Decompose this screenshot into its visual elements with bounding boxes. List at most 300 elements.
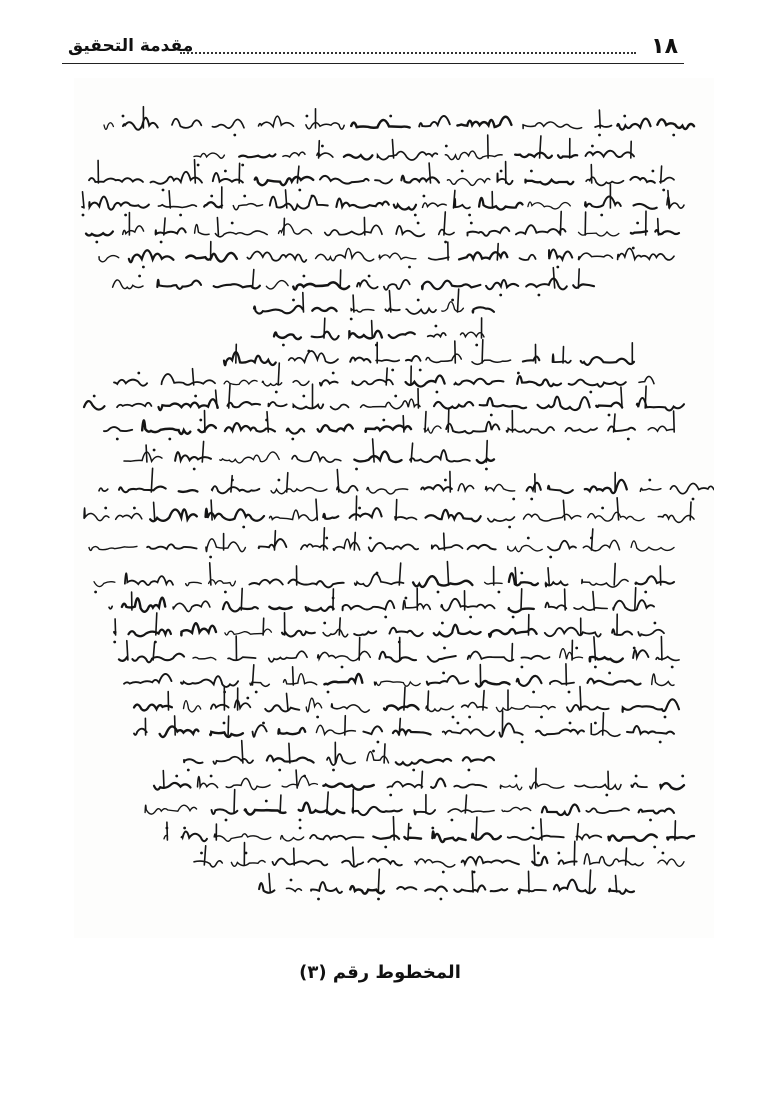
handwriting-dot xyxy=(302,395,305,398)
handwriting-stroke xyxy=(353,847,354,865)
handwriting-stroke xyxy=(434,625,481,637)
handwriting-dot xyxy=(94,591,97,594)
handwriting-dot xyxy=(530,170,533,173)
handwriting-stroke xyxy=(173,601,210,611)
handwriting-stroke xyxy=(228,657,256,660)
handwriting-stroke xyxy=(292,452,341,462)
handwriting-stroke xyxy=(289,351,338,363)
handwriting-stroke xyxy=(202,441,203,462)
handwriting-stroke xyxy=(156,613,157,635)
handwriting-dot xyxy=(601,507,604,510)
handwriting-stroke xyxy=(363,726,382,734)
handwriting-stroke xyxy=(534,845,535,865)
handwriting-stroke xyxy=(661,637,662,661)
handwriting-stroke xyxy=(444,533,445,550)
handwriting-dot xyxy=(644,591,647,594)
handwriting-dot xyxy=(384,846,387,849)
manuscript-line xyxy=(124,439,494,471)
handwriting-dot xyxy=(394,395,397,398)
handwriting-stroke xyxy=(639,376,654,383)
handwriting-stroke xyxy=(289,743,290,763)
handwriting-stroke xyxy=(198,777,218,788)
handwriting-stroke xyxy=(186,582,202,585)
handwriting-stroke xyxy=(327,792,328,813)
handwriting-stroke xyxy=(384,744,385,763)
handwriting-stroke xyxy=(119,657,127,661)
handwriting-stroke xyxy=(310,835,363,840)
handwriting-stroke xyxy=(421,485,452,490)
handwriting-dot xyxy=(659,741,662,744)
handwriting-dot xyxy=(122,115,125,118)
handwriting-stroke xyxy=(612,629,632,635)
handwriting-stroke xyxy=(468,545,496,550)
handwriting-dot xyxy=(194,395,197,398)
handwriting-stroke xyxy=(316,725,355,734)
handwriting-stroke xyxy=(145,805,197,814)
handwriting-stroke xyxy=(160,726,199,737)
handwriting-stroke xyxy=(344,155,373,160)
handwriting-stroke xyxy=(565,428,597,432)
handwriting-stroke xyxy=(588,679,641,685)
handwriting-stroke xyxy=(284,674,317,685)
handwriting-stroke xyxy=(515,153,552,158)
handwriting-dot xyxy=(412,769,415,772)
handwriting-stroke xyxy=(413,576,472,587)
handwriting-dot xyxy=(594,666,597,669)
handwriting-stroke xyxy=(354,532,355,550)
manuscript-line xyxy=(254,289,494,320)
handwriting-dot xyxy=(291,438,294,441)
handwriting-stroke xyxy=(428,333,446,337)
handwriting-stroke xyxy=(198,425,216,432)
manuscript-line xyxy=(184,741,494,772)
handwriting-stroke xyxy=(228,402,261,407)
handwriting-stroke xyxy=(175,452,211,461)
handwriting-stroke xyxy=(523,122,582,129)
handwriting-dot xyxy=(325,537,328,540)
handwriting-stroke xyxy=(414,810,435,814)
handwriting-stroke xyxy=(122,598,165,612)
handwriting-dot xyxy=(662,852,665,855)
handwriting-stroke xyxy=(396,759,451,765)
handwriting-dot xyxy=(672,134,675,137)
handwriting-dot xyxy=(540,716,543,719)
handwriting-dot xyxy=(183,827,186,830)
handwriting-stroke xyxy=(486,484,515,491)
handwriting-dot xyxy=(598,134,601,137)
handwriting-dot xyxy=(568,691,571,694)
handwriting-stroke xyxy=(84,508,109,521)
handwriting-stroke xyxy=(458,289,459,312)
handwriting-stroke xyxy=(271,488,327,494)
handwriting-stroke xyxy=(263,618,264,635)
handwriting-stroke xyxy=(331,704,369,712)
handwriting-stroke xyxy=(517,676,542,686)
handwriting-dot xyxy=(327,691,330,694)
handwriting-dot xyxy=(311,195,314,198)
handwriting-dot xyxy=(290,879,293,882)
handwriting-stroke xyxy=(193,657,216,659)
handwriting-stroke xyxy=(658,219,659,236)
handwriting-dot xyxy=(521,741,524,744)
handwriting-dot xyxy=(241,164,244,167)
page-number: ١٨ xyxy=(651,34,678,59)
handwriting-stroke xyxy=(287,473,288,492)
manuscript-line xyxy=(99,242,674,269)
handwriting-stroke xyxy=(384,705,418,710)
handwriting-stroke xyxy=(354,452,401,463)
handwriting-stroke xyxy=(408,824,409,841)
handwriting-stroke xyxy=(567,705,609,712)
handwriting-stroke xyxy=(172,119,201,128)
handwriting-dot xyxy=(303,275,306,278)
handwriting-stroke xyxy=(311,882,342,893)
handwriting-stroke xyxy=(454,784,486,787)
handwriting-stroke xyxy=(306,607,334,611)
handwriting-stroke xyxy=(576,834,601,839)
handwriting-stroke xyxy=(389,332,415,338)
handwriting-dot xyxy=(389,794,392,797)
handwriting-dot xyxy=(431,827,434,830)
handwriting-stroke xyxy=(386,368,387,385)
handwriting-stroke xyxy=(194,861,222,867)
handwriting-dot xyxy=(316,716,319,719)
manuscript-line xyxy=(113,268,594,297)
handwriting-dot xyxy=(435,325,438,328)
handwriting-stroke xyxy=(367,487,408,494)
handwriting-stroke xyxy=(327,754,355,765)
manuscript-line xyxy=(164,817,694,849)
handwriting-dot xyxy=(538,294,541,297)
handwriting-dot xyxy=(414,214,417,217)
handwriting-stroke xyxy=(268,402,286,406)
handwriting-stroke xyxy=(583,540,619,551)
handwriting-stroke xyxy=(447,178,490,185)
handwriting-stroke xyxy=(454,379,503,385)
handwriting-stroke xyxy=(229,384,230,408)
handwriting-stroke xyxy=(424,426,441,433)
handwriting-stroke xyxy=(323,784,373,790)
handwriting-stroke xyxy=(94,582,115,587)
handwriting-stroke xyxy=(324,318,325,338)
handwriting-stroke xyxy=(477,459,494,463)
handwriting-stroke xyxy=(580,687,581,710)
handwriting-stroke xyxy=(354,631,376,635)
handwriting-stroke xyxy=(342,861,363,867)
handwriting-dot xyxy=(231,479,234,482)
handwriting-dot xyxy=(323,622,326,625)
handwriting-dot xyxy=(556,266,559,269)
handwriting-stroke xyxy=(631,541,674,551)
handwriting-stroke xyxy=(626,848,627,865)
handwriting-stroke xyxy=(355,574,404,586)
manuscript-image xyxy=(74,78,714,938)
handwriting-dot xyxy=(358,507,361,510)
handwriting-stroke xyxy=(482,340,483,363)
handwriting-stroke xyxy=(374,681,420,686)
handwriting-stroke xyxy=(613,600,654,610)
handwriting-stroke xyxy=(129,250,174,262)
manuscript-line xyxy=(259,869,634,900)
handwriting-stroke xyxy=(195,160,196,183)
handwriting-stroke xyxy=(345,716,346,735)
handwriting-stroke xyxy=(249,579,282,584)
handwriting-stroke xyxy=(529,871,530,892)
handwriting-stroke xyxy=(521,656,549,659)
handwriting-dot xyxy=(452,716,455,719)
handwriting-dot xyxy=(521,666,524,669)
handwriting-stroke xyxy=(206,509,265,521)
handwriting-stroke xyxy=(638,630,664,636)
handwriting-dot xyxy=(652,170,655,173)
handwriting-stroke xyxy=(524,514,581,521)
handwriting-stroke xyxy=(515,568,516,585)
handwriting-stroke xyxy=(350,357,370,362)
handwriting-stroke xyxy=(83,192,85,208)
handwriting-stroke xyxy=(212,486,259,493)
handwriting-stroke xyxy=(548,486,573,493)
handwriting-stroke xyxy=(159,399,218,410)
handwriting-stroke xyxy=(132,654,184,663)
handwriting-stroke xyxy=(356,496,357,520)
handwriting-stroke xyxy=(293,667,294,685)
handwriting-stroke xyxy=(253,725,267,737)
handwriting-dot xyxy=(225,819,228,822)
handwriting-dot xyxy=(224,591,227,594)
handwriting-stroke xyxy=(284,218,285,235)
manuscript-line xyxy=(84,384,684,416)
handwriting-dot xyxy=(317,898,320,901)
handwriting-stroke xyxy=(521,589,522,610)
handwriting-dot xyxy=(515,775,518,778)
handwriting-stroke xyxy=(397,887,416,889)
handwriting-stroke xyxy=(609,889,634,894)
handwriting-dot xyxy=(512,616,515,619)
handwriting-dot xyxy=(549,556,552,559)
handwriting-dot xyxy=(575,647,578,650)
handwriting-stroke xyxy=(223,602,258,611)
manuscript-line xyxy=(113,613,664,644)
handwriting-stroke xyxy=(425,412,426,433)
handwriting-stroke xyxy=(350,508,382,518)
handwriting-stroke xyxy=(593,592,594,610)
handwriting-dot xyxy=(282,344,285,347)
handwriting-stroke xyxy=(541,819,542,840)
handwriting-stroke xyxy=(282,631,315,637)
handwriting-dot xyxy=(590,537,593,540)
handwriting-stroke xyxy=(269,651,307,662)
handwriting-dot xyxy=(405,597,408,600)
handwriting-stroke xyxy=(507,427,555,433)
handwriting-stroke xyxy=(432,545,463,549)
handwriting-dot xyxy=(517,372,520,375)
handwriting-stroke xyxy=(592,529,593,550)
handwriting-stroke xyxy=(396,500,397,521)
handwriting-dot xyxy=(332,769,335,772)
handwriting-dot xyxy=(389,115,392,118)
handwriting-stroke xyxy=(331,405,349,410)
handwriting-dot xyxy=(591,145,594,148)
handwriting-dot xyxy=(133,507,136,510)
handwriting-dot xyxy=(423,195,426,198)
handwriting-stroke xyxy=(472,871,473,892)
handwriting-stroke xyxy=(127,641,128,660)
handwriting-dot xyxy=(377,741,380,744)
handwriting-stroke xyxy=(500,785,522,790)
handwriting-stroke xyxy=(443,729,495,736)
handwriting-stroke xyxy=(577,824,578,840)
handwriting-stroke xyxy=(323,514,338,519)
handwriting-stroke xyxy=(306,123,344,130)
handwriting-stroke xyxy=(134,705,172,711)
handwriting-dot xyxy=(372,750,375,753)
handwriting-dot xyxy=(224,170,227,173)
handwriting-stroke xyxy=(553,354,571,363)
handwriting-dot xyxy=(444,479,447,482)
handwriting-stroke xyxy=(393,817,394,840)
handwriting-stroke xyxy=(429,257,449,260)
handwriting-stroke xyxy=(457,117,511,127)
handwriting-stroke xyxy=(206,539,246,552)
handwriting-stroke xyxy=(578,269,579,288)
handwriting-stroke xyxy=(253,270,254,288)
handwriting-dot xyxy=(649,819,652,822)
handwriting-stroke xyxy=(273,859,328,866)
handwriting-stroke xyxy=(169,191,170,208)
handwriting-stroke xyxy=(179,490,198,492)
handwriting-dot xyxy=(636,222,639,225)
handwriting-stroke xyxy=(530,782,564,789)
handwriting-dot xyxy=(569,722,572,725)
handwriting-stroke xyxy=(591,724,620,737)
manuscript-line xyxy=(134,687,679,719)
handwriting-stroke xyxy=(280,795,281,813)
handwriting-dot xyxy=(461,170,464,173)
handwriting-stroke xyxy=(633,650,648,658)
handwriting-dot xyxy=(162,189,165,192)
handwriting-dot xyxy=(470,222,473,225)
handwriting-stroke xyxy=(526,278,567,289)
handwriting-stroke xyxy=(124,674,172,684)
handwriting-stroke xyxy=(479,198,522,210)
handwriting-stroke xyxy=(274,333,301,340)
handwriting-dot xyxy=(633,647,636,650)
handwriting-stroke xyxy=(508,545,543,551)
handwriting-stroke xyxy=(690,502,691,520)
handwriting-stroke xyxy=(299,803,345,815)
handwriting-stroke xyxy=(509,573,538,585)
handwriting-stroke xyxy=(226,778,270,789)
handwriting-dot xyxy=(527,537,530,540)
handwriting-dot xyxy=(490,414,493,417)
handwriting-stroke xyxy=(645,386,646,408)
manuscript-line xyxy=(89,528,674,559)
handwriting-dot xyxy=(265,800,268,803)
handwriting-stroke xyxy=(99,488,108,491)
handwriting-stroke xyxy=(343,601,395,611)
handwriting-stroke xyxy=(89,546,137,550)
handwriting-dot xyxy=(662,189,665,192)
handwriting-stroke xyxy=(558,155,577,158)
handwriting-dot xyxy=(605,794,608,797)
handwriting-stroke xyxy=(395,517,417,520)
handwriting-stroke xyxy=(404,687,405,710)
handwriting-dot xyxy=(654,622,657,625)
handwriting-dot xyxy=(384,616,387,619)
handwritten-manuscript xyxy=(74,78,714,938)
handwriting-stroke xyxy=(560,649,583,660)
handwriting-stroke xyxy=(84,401,105,410)
handwriting-stroke xyxy=(461,332,485,337)
handwriting-dot xyxy=(168,438,171,441)
handwriting-dot xyxy=(473,871,476,874)
handwriting-stroke xyxy=(89,178,143,182)
handwriting-dot xyxy=(292,299,295,302)
handwriting-stroke xyxy=(406,309,436,314)
handwriting-stroke xyxy=(523,357,539,362)
handwriting-stroke xyxy=(660,783,684,789)
handwriting-stroke xyxy=(99,256,119,262)
handwriting-stroke xyxy=(216,390,218,408)
handwriting-stroke xyxy=(220,452,279,463)
handwriting-stroke xyxy=(214,834,271,841)
handwriting-stroke xyxy=(608,771,609,788)
handwriting-stroke xyxy=(458,484,473,491)
handwriting-stroke xyxy=(574,607,607,610)
handwriting-stroke xyxy=(209,580,236,586)
handwriting-stroke xyxy=(320,380,338,385)
handwriting-stroke xyxy=(617,498,619,520)
handwriting-stroke xyxy=(287,693,289,710)
handwriting-stroke xyxy=(445,151,502,160)
handwriting-stroke xyxy=(340,270,341,288)
handwriting-dot xyxy=(499,294,502,297)
handwriting-stroke xyxy=(455,341,456,363)
handwriting-stroke xyxy=(468,651,514,661)
handwriting-dot xyxy=(200,852,203,855)
handwriting-stroke xyxy=(147,544,197,549)
handwriting-stroke xyxy=(573,284,594,288)
handwriting-stroke xyxy=(536,730,584,736)
handwriting-dot xyxy=(341,666,344,669)
handwriting-dot xyxy=(530,498,533,501)
handwriting-stroke xyxy=(517,376,561,386)
manuscript-line xyxy=(224,340,634,372)
handwriting-stroke xyxy=(566,664,567,685)
handwriting-dot xyxy=(627,438,630,441)
handwriting-stroke xyxy=(204,202,222,207)
handwriting-stroke xyxy=(618,248,674,260)
handwriting-stroke xyxy=(545,603,566,609)
handwriting-stroke xyxy=(224,352,276,365)
handwriting-stroke xyxy=(228,716,229,735)
handwriting-stroke xyxy=(411,443,413,462)
handwriting-dot xyxy=(242,526,245,529)
handwriting-stroke xyxy=(333,589,334,610)
handwriting-stroke xyxy=(117,403,151,407)
handwriting-stroke xyxy=(306,698,322,712)
handwriting-stroke xyxy=(575,785,621,790)
handwriting-stroke xyxy=(609,834,657,840)
handwriting-dot xyxy=(142,266,145,269)
handwriting-stroke xyxy=(287,429,305,434)
handwriting-stroke xyxy=(195,225,210,235)
handwriting-stroke xyxy=(586,151,635,157)
handwriting-dot xyxy=(377,898,380,901)
handwriting-stroke xyxy=(582,579,628,587)
handwriting-dot xyxy=(265,419,268,422)
handwriting-stroke xyxy=(269,874,270,892)
